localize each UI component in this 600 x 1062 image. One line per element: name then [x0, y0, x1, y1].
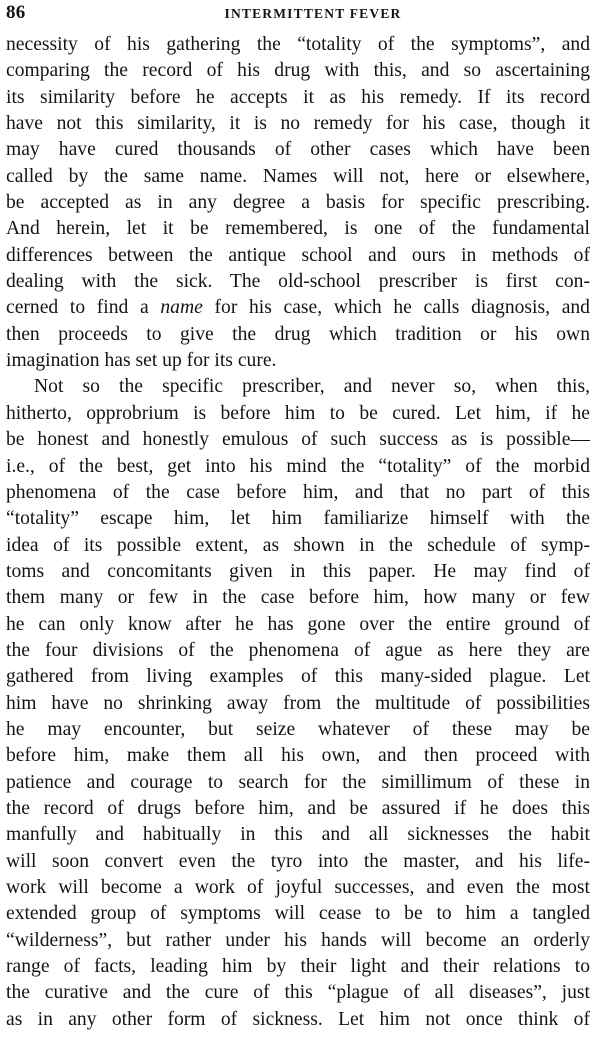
text-line: toms and concomitants given in this paper. He may find of	[6, 560, 590, 582]
paragraph-1	[6, 32, 590, 374]
text-line: imagination has set up for its cure.	[6, 350, 277, 372]
text-line: the four divisions of the phenomena of ague as here they are	[6, 639, 590, 661]
page-number: 86	[6, 2, 26, 23]
text-line: its similarity before he accepts it as his remedy. If its record	[6, 86, 590, 108]
text-line: be honest and honestly emulous of such success as is possible—	[6, 429, 590, 451]
text-line: called by the same name. Names will not, here or elsewhere,	[6, 165, 590, 187]
text-line: comparing the record of his drug with this, and so ascertaining	[6, 60, 590, 82]
text-line: cerned to find a name for his case, which he calls diagnosis, and	[6, 297, 590, 319]
text-line: then proceeds to give the drug which tradition or his own	[6, 323, 590, 345]
text-line: And herein, let it be remembered, is one of the fundamental	[6, 218, 590, 240]
running-head	[6, 0, 590, 30]
text-line: gathered from living examples of this many-sided plague. Let	[6, 666, 590, 688]
text-line: “totality” escape him, let him familiarize himself with the	[6, 508, 590, 530]
text-line: i.e., of the best, get into his mind the “totality” of the morbid	[6, 455, 590, 477]
text-line: before him, make them all his own, and then proceed with	[6, 745, 590, 767]
text-line: he may encounter, but seize whatever of these may be	[6, 718, 590, 740]
text-line: extended group of symptoms will cease to be to him a tangled	[6, 903, 590, 925]
text-line: have not this similarity, it is no remedy for his case, though it	[6, 113, 590, 135]
text-line: them many or few in the case before him, how many or few	[6, 587, 590, 609]
text-line: as in any other form of sickness. Let him not once think of	[6, 1008, 590, 1030]
running-title: INTERMITTENT FEVER	[224, 6, 402, 21]
text-line: work will become a work of joyful successes, and even the most	[6, 877, 590, 898]
text-line: dealing with the sick. The old-school prescriber is first con-	[6, 271, 590, 293]
text-line: may have cured thousands of other cases which have been	[6, 139, 590, 161]
text-line: be accepted as in any degree a basis for specific prescribing.	[6, 192, 590, 214]
text-line: him have no shrinking away from the multitude of possibilities	[6, 692, 590, 714]
text-line: Not so the specific prescriber, and never so, when this,	[34, 376, 590, 398]
text-line: the curative and the cure of this “plague of all diseases”, just	[6, 982, 590, 1004]
text-line: “wilderness”, but rather under his hands will become an orderly	[6, 929, 590, 951]
paragraph-2	[6, 374, 590, 1033]
text-line: the record of drugs before him, and be assured if he does this	[6, 797, 590, 819]
text-line: patience and courage to search for the simillimum of these in	[6, 771, 590, 793]
text-line: hitherto, opprobrium is before him to be cured. Let him, if he	[6, 402, 590, 424]
text-line: idea of its possible extent, as shown in the schedule of symp-	[6, 534, 590, 556]
text-line: will soon convert even the tyro into the master, and his life-	[6, 850, 590, 872]
text-line: he can only know after he has gone over the entire ground of	[6, 613, 590, 635]
text-line: phenomena of the case before him, and that no part of this	[6, 481, 590, 503]
text-line: range of facts, leading him by their light and their relations to	[6, 956, 590, 978]
text-line: necessity of his gathering the “totality of the symptoms”, and	[6, 34, 590, 55]
text-line: differences between the antique school and ours in methods of	[6, 244, 590, 266]
body-text	[6, 32, 590, 1033]
text-line: manfully and habitually in this and all sicknesses the habit	[6, 824, 590, 846]
